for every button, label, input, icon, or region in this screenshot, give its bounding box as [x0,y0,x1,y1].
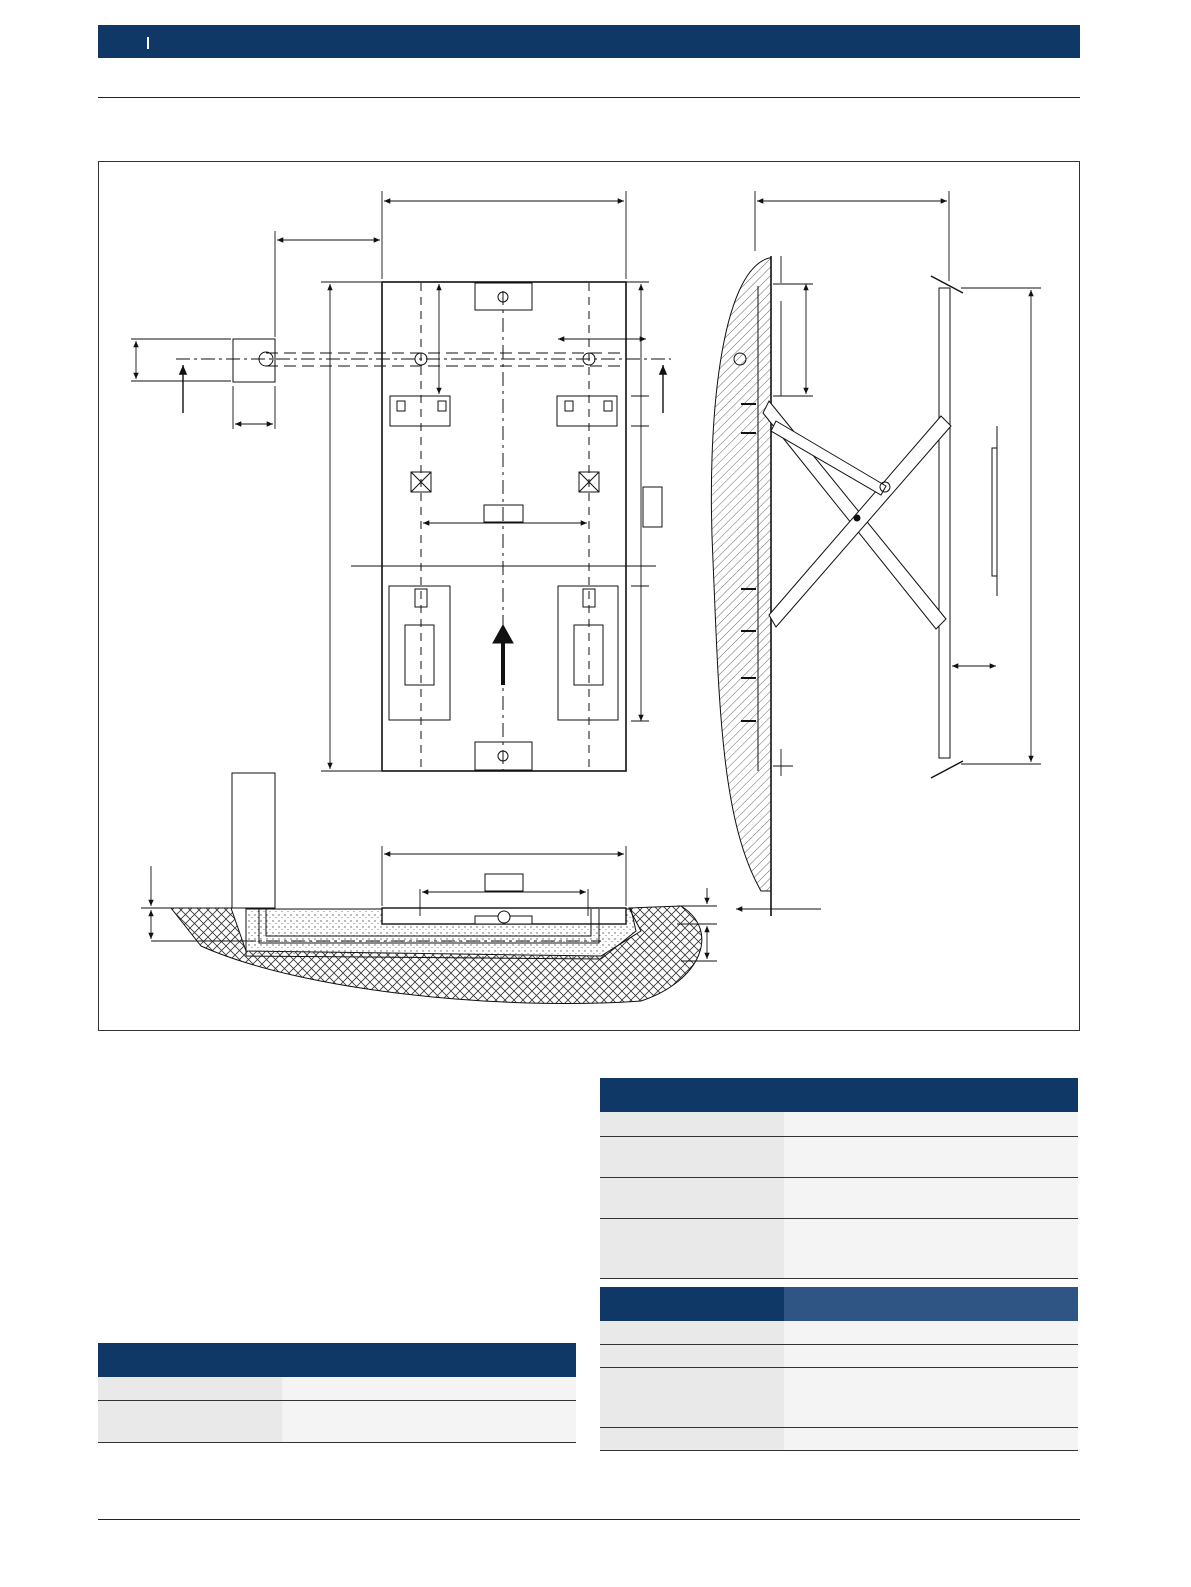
table-row [600,1321,1078,1345]
header-rule [98,97,1080,98]
table-row [98,1401,576,1443]
drawing-svg [99,162,1081,1032]
table-row [600,1428,1078,1451]
table-header-accent [784,1287,1078,1321]
table-row [600,1112,1078,1137]
table-header [600,1078,1078,1112]
table-header [98,1343,576,1377]
table-row [600,1137,1078,1178]
table-row [600,1368,1078,1428]
technical-drawing [98,161,1080,1031]
header-bar [98,25,1080,58]
footer-rule [98,1519,1080,1520]
plan-view [176,282,671,771]
table-row [600,1178,1078,1219]
spec-table-right-bottom [600,1287,1078,1451]
spec-table-left [98,1343,576,1443]
table-header [600,1287,784,1321]
section-view [151,773,702,1004]
side-view [711,256,997,916]
table-row [600,1345,1078,1368]
table-row [98,1377,576,1401]
plan-dimensions [131,191,663,771]
spec-table-right-top [600,1078,1078,1279]
table-row [600,1219,1078,1279]
header-divider [147,37,149,49]
